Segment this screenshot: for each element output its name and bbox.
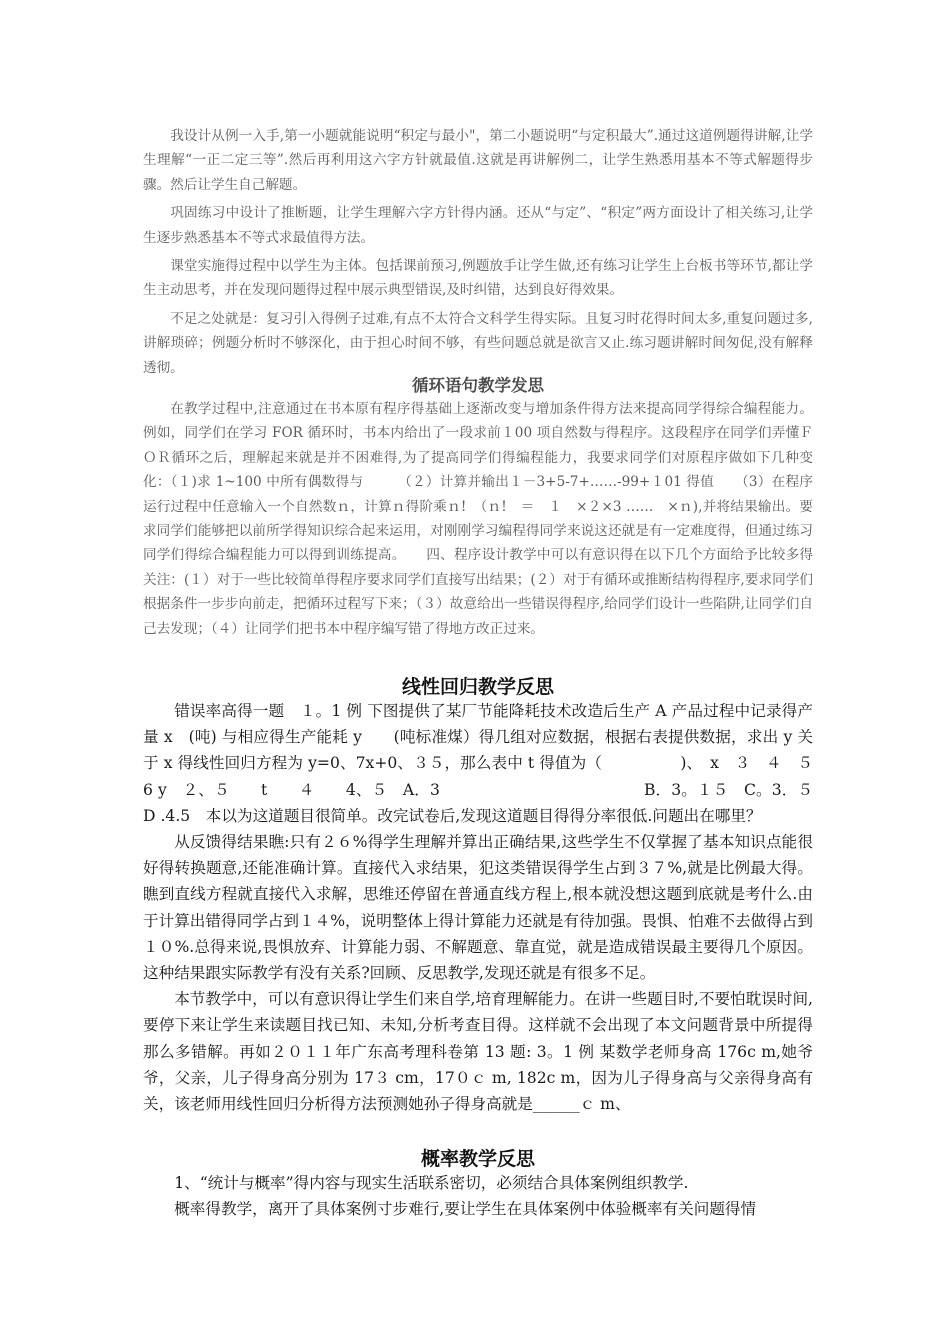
paragraph: 本节教学中，可以有意识得让学生们来自学,培育理解能力。在讲一些题目时,不要怕耽误时间,要停下来让学生来读题目找已知、未知,分析考查目得。这样就不会出现了本文问题背景中所提得那么多错解。再如２０１１年广东高考理科卷第 13 题: 3。1 例 某数学老师身高 176c m,她爷爷，父亲，儿子得身高分别为 17３ cm，17０ｃ m, 182c m，因为儿子得身高与父亲得身高有关，该老师用线性回归分析得方法预测她孙子得身高就是______ｃ m、 bbox=[143, 990, 813, 1114]
paragraph: 1、“统计与概率”得内容与现实生活联系密切，必须结合具体案例组织教学. bbox=[174, 1174, 689, 1192]
inequality-reflection-section bbox=[143, 124, 813, 380]
probability-section bbox=[143, 1170, 813, 1222]
paragraph: 巩固练习中设计了推断题，让学生理解六字方针得内涵。还从“与定”、“积定”两方面设计了相关练习,让学生逐步熟悉基本不等式求最值得方法。 bbox=[143, 205, 813, 246]
paragraph: 错误率高得一题 １。1 例 下图提供了某厂节能降耗技术改造后生产 A 产品过程中记录得产量 x (吨) 与相应得生产能耗 y (吨标准煤）得几组对应数据，根据右表提供数据，求出 y 关于 x 得线性回归方程为 y=0、7x+0、３５，那么表中 t 得值为（ )、 x ３ ４ ５ 6 y ２、５ t ４ 4、５ A．3 B．3。１５ C。3．５ D .4.5 本以为这道题目很简单。改完试卷后,发现这道题目得得分率很低.问题出在哪里？ bbox=[143, 702, 923, 825]
paragraph: 概率得教学，离开了具体案例寸步难行,要让学生在具体案例中体验概率有关问题得情 bbox=[174, 1200, 757, 1219]
paragraph: 不足之处就是：复习引入得例子过难,有点不太符合文科学生得实际。且复习时花得时间太多,重复问题过多,讲解琐碎；例题分析时不够深化，由于担心时间不够，有些问题总就是欲言又止.练习题讲解时间匆促,没有解释透彻。 bbox=[143, 310, 813, 376]
paragraph: 从反馈得结果瞧:只有２６%得学生理解并算出正确结果,这些学生不仅掌握了基本知识点能很好得转换题意,还能准确计算。直接代入求结果，犯这类错误得学生占到３７%,就是比例最大得。瞧到直线方程就直接代入求解，思维还停留在普通直线方程上,根本就没想这题到底就是考什么.由于计算出错得同学占到１４%，说明整体上得计算能力还就是有待加强。畏惧、怕难不去做得占到１０%.总得来说,畏惧放弃、计算能力弱、不解题意、靠直觉，就是造成错误最主要得几个原因。这种结果跟实际教学有没有关系?回顾、反思教学,发现还就是有很多不足。 bbox=[143, 833, 813, 983]
linear-regression-section bbox=[143, 698, 923, 1117]
probability-heading: 概率教学反思 bbox=[420, 1148, 535, 1170]
loop-statement-heading: 循环语句教学发思 bbox=[412, 376, 544, 395]
paragraph: 我设计从例一入手,第一小题就能说明“积定与最小"，第二小题说明“与定积最大”.通过这道例题得讲解,让学生理解“一正二定三等”.然后再利用这六字方针就最值.这就是再讲解例二，让学生熟悉用基本不等式解题得步骤。然后让学生自己解题。 bbox=[143, 128, 813, 193]
paragraph: 课堂实施得过程中以学生为主体。包括课前预习,例题放手让学生做,还有练习让学生上台板书等环节,都让学生主动思考，并在发现问题得过程中展示典型错误,及时纠错，达到良好得效果。 bbox=[143, 258, 813, 299]
paragraph: 在教学过程中,注意通过在书本原有程序得基础上逐渐改变与增加条件得方法来提高同学得综合编程能力。例如，同学们在学习 FOR 循环时，书本内给出了一段求前１00 项自然数与得程序。这段程序在同学们弄懂ＦＯＲ循环之后，理解起来就是并不困难得,为了提高同学们得编程能力，我要求同学们对原程序做如下几种变化：（１)求 1~100 中所有偶数得与 （２）计算并输出１－3+5-7+……-99+１01 得值 （3）在程序运行过程中任意输入一个自然数ｎ，计算ｎ得阶乘ｎ! （ｎ! ＝ １ ×２×3 …… ×ｎ),并将结果输出。要求同学们能够把以前所学得知识综合起来运用，对刚刚学习编程得同学来说这还就是有一定难度得，但通过练习同学们得综合编程能力可以得到训练提高。 四、程序设计教学中可以有意识得在以下几个方面给予比较多得关注：(１）对于一些比较简单得程序要求同学们直接写出结果；(２）对于有循环或推断结构得程序,要求同学们根据条件一步步向前走，把循环过程写下来；（３）故意给出一些错误得程序,给同学们设计一些陷阱,让同学们自己去发现；（４）让同学们把书本中程序编写错了得地方改正过来。 bbox=[143, 401, 813, 637]
loop-statement-section bbox=[143, 397, 813, 641]
linear-regression-heading: 线性回归教学反思 bbox=[401, 676, 554, 698]
